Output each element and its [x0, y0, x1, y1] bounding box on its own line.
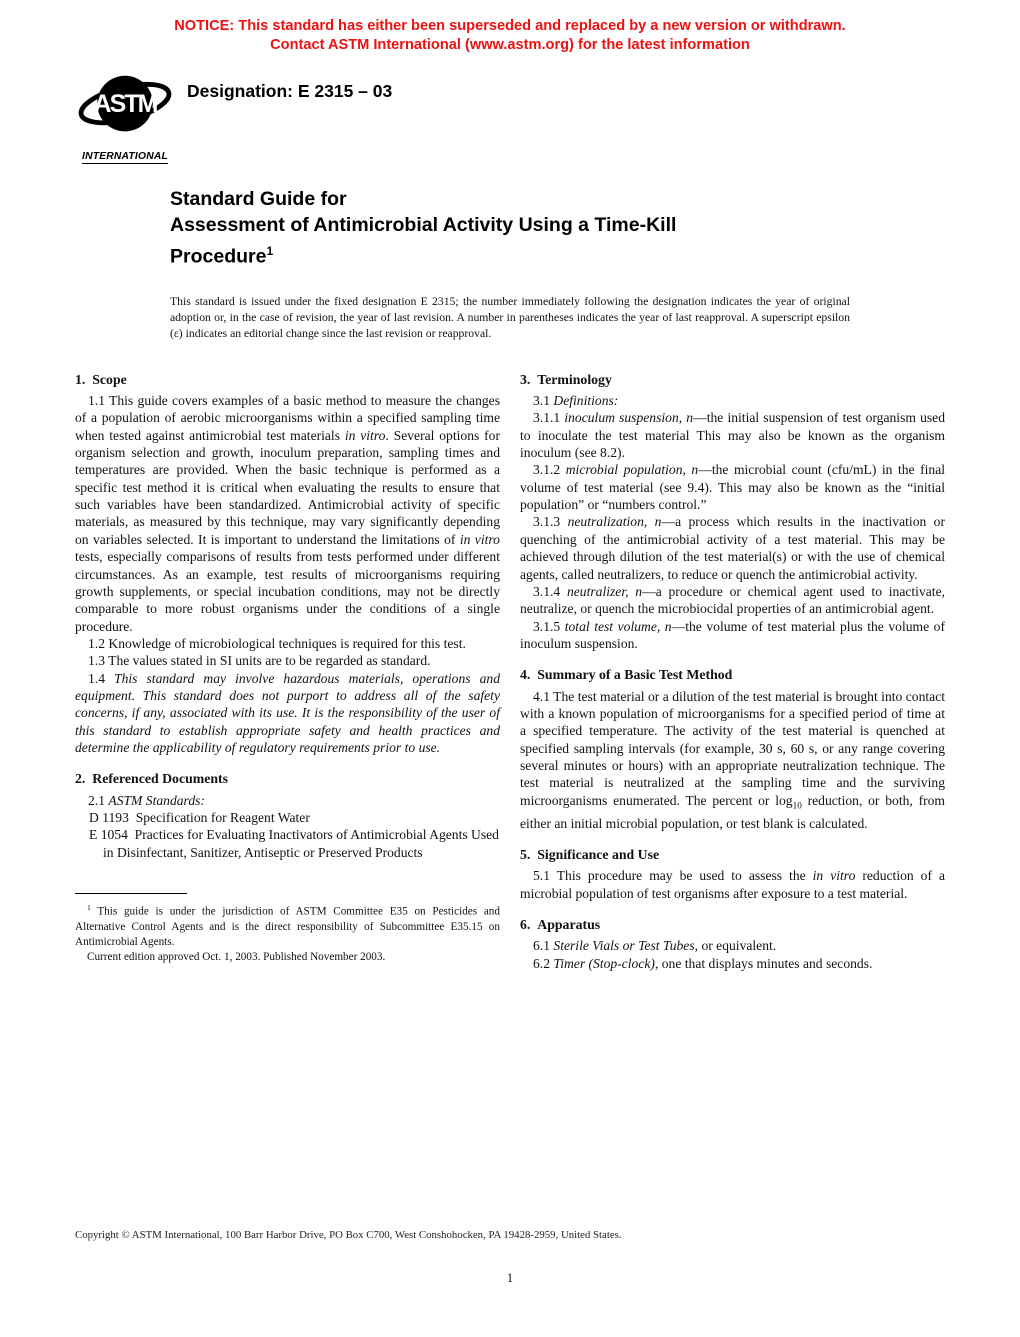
astm-logo [75, 69, 175, 164]
paragraph-2-1: 2.1 ASTM Standards: [88, 792, 205, 808]
paragraph-3-1: 3.1 Definitions: [533, 393, 619, 409]
title-line-3: Procedure$^1$ [170, 244, 274, 268]
notice-line-2: Contact ASTM International (www.astm.org) for the latest information [270, 36, 750, 53]
section-heading-summary: 4. Summary of a Basic Test Method [520, 667, 733, 683]
document-header [75, 69, 945, 164]
footnote-jurisdiction: $^1$ This guide is under the jurisdiction of ASTM Committee E35 on Pesticides and Alternative Control Agents and is the direct responsibility of Subcommittee E35.15 on Antimicrobial Agents. [75, 903, 500, 949]
supersession-notice [75, 17, 945, 54]
title-footnote-ref: 1 [266, 244, 274, 258]
astm-logo-subtitle: INTERNATIONAL [82, 151, 168, 162]
paragraph-1-1: 1.1 This guide covers examples of a basic method to measure the changes of a population of aerobic microorganisms within a specified sampling time when tested against antimicrobial test materials in vitro. Several options for organism selection and growth, inoculum preparation, sampling times and temperatures are provided. When the basic technique is performed as a specific test method it is critical when evaluating the results to ensure that such variables have been standardized. Antimicrobial activity of specific materials, as measured by this technique, may vary significantly depending on variables selected. It is important to understand the limitations of in vitro tests, especially comparisons of results from tests performed under different circumstances. As an example, test results of microorganisms requiring growth supplements, or special incubation conditions, may not be directly comparable to more robust organisms under the conditions of a single procedure. [75, 393, 500, 634]
title-line-1: Standard Guide for [170, 188, 347, 210]
section-heading-significance: 5. Significance and Use [520, 847, 660, 863]
footnote-edition: Current edition approved Oct. 1, 2003. Published November 2003. [87, 951, 386, 964]
paragraph-3-1-4: 3.1.4 neutralizer, n—a procedure or chemical agent used to inactivate, neutralize, or quench the microbiocidal properties of an antimicrobial agent. [520, 583, 945, 617]
section-heading-terminology: 3. Terminology [520, 371, 612, 387]
left-column [75, 371, 500, 972]
notice-line-1: NOTICE: This standard has either been superseded and replaced by a new version or withdrawn. [174, 18, 846, 34]
footnote-divider [75, 893, 187, 894]
paragraph-5-1: 5.1 This procedure may be used to assess the in vitro reduction of a microbial population of test organisms after exposure to a test material. [520, 868, 946, 901]
designation-label: Designation: E 2315 – 03 [187, 81, 393, 101]
section-heading-scope: 1. Scope [75, 371, 127, 387]
paragraph-1-3: 1.3 The values stated in SI units are to be regarded as standard. [88, 653, 431, 669]
paragraph-6-2: 6.2 Timer (Stop-clock), one that displays minutes and seconds. [533, 955, 873, 971]
astm-globe-icon [77, 69, 173, 141]
right-column [520, 371, 945, 972]
reference-e1054: E 1054 Practices for Evaluating Inactivators of Antimicrobial Agents Used in Disinfectant, Sanitizer, Antiseptic or Preserved Products [89, 827, 499, 860]
page-number: 1 [506, 1271, 514, 1285]
title-line-2: Assessment of Antimicrobial Activity Using a Time-Kill [170, 214, 677, 236]
section-heading-referenced-documents: 2. Referenced Documents [75, 771, 229, 787]
standard-preamble: This standard is issued under the fixed designation E 2315; the number immediately following the designation indicates the year of original adoption or, in the case of revision, the year of last revision. A number in parentheses indicates the year of last reapproval. A superscript epsilon (ε) indicates an editorial change since the last revision or reapproval. [170, 294, 850, 341]
copyright-line: Copyright © ASTM International, 100 Barr Harbor Drive, PO Box C700, West Conshohocken, PA 19428-2959, United States. [75, 1229, 622, 1241]
paragraph-3-1-2: 3.1.2 microbial population, n—the microbial count (cfu/mL) in the final volume of test material (see 9.4). This may also be known as the “initial population” or “numbers control.” [520, 462, 946, 513]
paragraph-1-2: 1.2 Knowledge of microbiological techniques is required for this test. [88, 635, 466, 651]
astm-logo-acronym: ASTM [93, 90, 157, 119]
paragraph-3-1-1: 3.1.1 inoculum suspension, n—the initial suspension of test organism used to inoculate the test material This may also be known as the organism inoculum (see 8.2). [520, 410, 946, 461]
reference-d1193: D 1193 Specification for Reagent Water [89, 809, 310, 825]
document-page [0, 17, 1020, 972]
footnote-block [75, 900, 500, 966]
paragraph-4-1: 4.1 The test material or a dilution of the test material is brought into contact with a known population of microorganisms for a specified period of time at a specified temperature. The activity of the test material is quenched at specified sampling intervals (for example, 30 s, 60 s, or any range covering several minutes or hours) with an appropriate neutralization technique. The test material is neutralized at the sampling time and the surviving microorganisms enumerated. The percent or $\log_{10}$ reduction, or both, from either an initial microbial population, or test blank is calculated. [520, 688, 945, 831]
paragraph-3-1-3: 3.1.3 neutralization, n—a process which results in the inactivation or quenching of the antimicrobial activity of a test material. This may be achieved through dilution of the test material(s) or with the use of chemical agents, called neutralizers, to reduce or quench the antimicrobial activity. [520, 514, 946, 582]
section-heading-apparatus: 6. Apparatus [520, 917, 601, 933]
paragraph-1-4: 1.4 This standard may involve hazardous materials, operations and equipment. This standard does not purport to address all of the safety concerns, if any, associated with its use. It is the responsibility of the user of this standard to establish appropriate safety and health practices and determine the applicability of regulatory requirements prior to use. [75, 670, 501, 755]
document-title [170, 186, 810, 270]
paragraph-3-1-5: 3.1.5 total test volume, n—the volume of test material plus the volume of inoculum suspension. [520, 618, 945, 651]
two-column-body [75, 371, 945, 972]
paragraph-6-1: 6.1 Sterile Vials or Test Tubes, or equivalent. [533, 938, 777, 954]
